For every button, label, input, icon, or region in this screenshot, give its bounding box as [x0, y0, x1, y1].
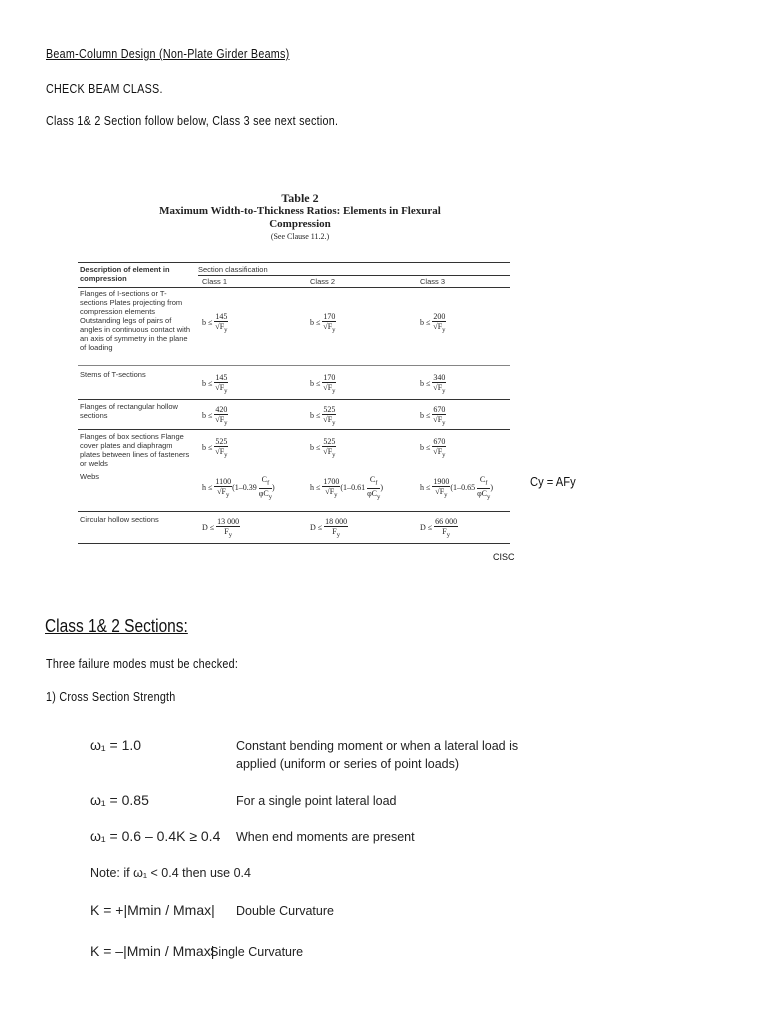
- col-class3: Class 3: [420, 277, 446, 286]
- k-desc-single: Single Curvature: [210, 945, 304, 959]
- omega-desc-1: Constant bending moment or when a lateral load is applied (uniform or series of point loads): [236, 739, 519, 771]
- col-class2: Class 2: [310, 277, 336, 286]
- table-rule: [78, 287, 510, 288]
- row-desc-3: Flanges of rectangular hollow sections: [80, 402, 178, 420]
- document-title: Beam-Column Design (Non-Plate Girder Beams): [46, 47, 290, 61]
- row-desc-5: Webs: [80, 472, 100, 481]
- row-desc-6: Circular hollow sections: [80, 515, 159, 524]
- omega-eq-1: ω₁ = 1.0: [90, 737, 142, 753]
- row4-class2: b ≤ $\frac{525}{√F_y}$: [310, 437, 336, 459]
- omega-desc-3: When end moments are present: [236, 830, 415, 844]
- k-desc-double: Double Curvature: [236, 904, 334, 918]
- row3-class3: b ≤ $\frac{670}{√F_y}$: [420, 405, 446, 427]
- table-rule: [78, 262, 510, 263]
- table-subtitle: Maximum Width-to-Thickness Ratios: Elements in Flexural: [159, 205, 441, 217]
- col-class1: Class 1: [202, 277, 228, 286]
- row1-class2: b ≤ $\frac{170}{√F_y}$: [310, 312, 336, 334]
- row6-class2: D ≤ $\frac{18 000}{F_y}$: [310, 517, 348, 539]
- source-cisc: CISC: [493, 552, 515, 562]
- class-note: Class 1& 2 Section follow below, Class 3 see next section.: [46, 114, 339, 128]
- row4-class1: b ≤ $\frac{525}{√F_y}$: [202, 437, 228, 459]
- omega-desc-2: For a single point lateral load: [236, 794, 397, 808]
- table-clause: (See Clause 11.2.): [270, 232, 330, 241]
- check-beam-class: CHECK BEAM CLASS.: [46, 82, 163, 96]
- table-rule: [78, 543, 510, 544]
- row5-class2: h ≤ $\frac{1700}{√F_y}$ (1–0.61 $\frac{C_f}{\varphi C_y}$ ): [310, 475, 384, 501]
- row6-class1: D ≤ $\frac{13 000}{F_y}$: [202, 517, 240, 539]
- table-rule: [78, 399, 510, 400]
- note-line: Note: if ω₁ < 0.4 then use 0.4: [90, 866, 251, 880]
- col-section-classification: Section classification: [198, 265, 268, 274]
- row-desc-2: Stems of T-sections: [80, 370, 146, 379]
- row3-class2: b ≤ $\frac{525}{√F_y}$: [310, 405, 336, 427]
- failure-modes: Three failure modes must be checked:: [46, 657, 239, 671]
- row5-class3: h ≤ $\frac{1900}{√F_y}$ (1–0.65 $\frac{C_f}{\varphi C_y}$ ): [420, 475, 494, 501]
- k-eq-double: K = +|Mmin / Mmax|: [90, 902, 215, 918]
- table-title: Table 2: [281, 191, 319, 205]
- row5-class1: h ≤ $\frac{1100}{√F_y}$ (1–0.39 $\frac{C_f}{\varphi C_y}$ ): [202, 475, 275, 501]
- k-eq-single: K = –|Mmin / Mmax|: [90, 943, 215, 959]
- mode-cross-section: 1) Cross Section Strength: [46, 690, 176, 704]
- row4-class3: b ≤ $\frac{670}{√F_y}$: [420, 437, 446, 459]
- row2-class1: b ≤ $\frac{145}{√F_y}$: [202, 373, 228, 395]
- row2-class3: b ≤ $\frac{340}{√F_y}$: [420, 373, 446, 395]
- table-rule: [78, 365, 510, 366]
- row1-class3: b ≤ $\frac{200}{√F_y}$: [420, 312, 446, 334]
- row6-class3: D ≤ $\frac{66 000}{F_y}$: [420, 517, 458, 539]
- section-heading: Class 1& 2 Sections:: [45, 616, 188, 636]
- row1-class1: b ≤ $\frac{145}{√F_y}$: [202, 312, 228, 334]
- omega-eq-3: ω₁ = 0.6 – 0.4K ≥ 0.4: [90, 828, 221, 844]
- table-rule: [78, 511, 510, 512]
- table-subtitle-2: Compression: [269, 218, 331, 230]
- table-rule: [198, 275, 510, 276]
- row-desc-1: Flanges of I-sections or T-sections Plates projecting from compression elements Outstanding legs of pairs of angles in continuous contact with an axis of symmetry in the plane of loading: [80, 289, 191, 352]
- table-rule: [78, 429, 510, 430]
- width-thickness-table: [70, 185, 530, 575]
- row3-class1: b ≤ $\frac{420}{√F_y}$: [202, 405, 228, 427]
- row2-class2: b ≤ $\frac{170}{√F_y}$: [310, 373, 336, 395]
- omega-eq-2: ω₁ = 0.85: [90, 792, 149, 808]
- cy-formula: Cy = AFy: [530, 474, 576, 489]
- col-description: Description of element in compression: [80, 265, 170, 283]
- row-desc-4: Flanges of box sections Flange cover plates and diaphragm plates between lines of fasteners or welds: [80, 432, 190, 468]
